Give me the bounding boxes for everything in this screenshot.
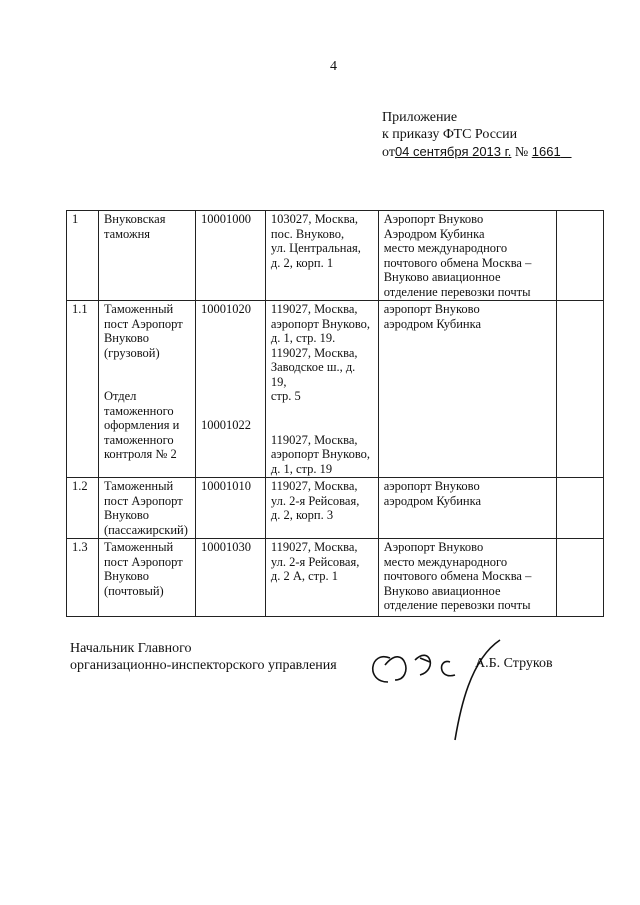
order-date: 04 сентября 2013 г.: [394, 144, 512, 159]
cell-address: 119027, Москва, аэропорт Внуково, д. 1, стр. 19. 119027, Москва, Заводское ш., д. 19, стр. 5 119027, Москва, аэропорт Внуково, д. 1, стр. 19: [265, 301, 378, 478]
signer-title-2: организационно-инспекторского управления: [70, 658, 337, 673]
appendix-header: [382, 109, 572, 161]
date-prefix: от: [382, 145, 395, 160]
appendix-title: Приложение: [382, 110, 458, 125]
cell-extra: [557, 211, 604, 301]
cell-address: 119027, Москва, ул. 2-я Рейсовая, д. 2, корп. 3: [265, 478, 378, 539]
cell-name: Таможенный пост Аэропорт Внуково (почтовый): [98, 539, 195, 617]
signer-name: А.Б. Струков: [475, 656, 553, 671]
signature-block: [70, 640, 337, 674]
cell-num: 1.3: [67, 539, 99, 617]
cell-num: 1.1: [67, 301, 99, 478]
order-number: 1661: [531, 144, 561, 159]
cell-extra: [557, 301, 604, 478]
cell-zone: Аэропорт Внуково место международного почтового обмена Москва – Внуково авиационное отделение перевозки почты: [378, 539, 557, 617]
table-row: [67, 478, 604, 539]
handwritten-signature: [360, 620, 510, 770]
cell-num: 1: [67, 211, 99, 301]
appendix-order: к приказу ФТС России: [382, 127, 518, 142]
cell-extra: [557, 539, 604, 617]
cell-address: 119027, Москва, ул. 2-я Рейсовая, д. 2 А, стр. 1: [265, 539, 378, 617]
cell-zone: аэропорт Внуково аэродром Кубинка: [378, 478, 557, 539]
cell-name: Внуковская таможня: [98, 211, 195, 301]
cell-code: 10001020 10001022: [195, 301, 265, 478]
cell-code: 10001030: [195, 539, 265, 617]
table-row: [67, 211, 604, 301]
signer-title-1: Начальник Главного: [70, 641, 192, 656]
cell-zone: аэропорт Внуково аэродром Кубинка: [378, 301, 557, 478]
cell-address: 103027, Москва, пос. Внуково, ул. Центральная, д. 2, корп. 1: [265, 211, 378, 301]
cell-num: 1.2: [67, 478, 99, 539]
table-row: [67, 539, 604, 617]
cell-code: 10001000: [195, 211, 265, 301]
table-row: [67, 301, 604, 478]
cell-name: Таможенный пост Аэропорт Внуково (пассажирский): [98, 478, 195, 539]
number-sign: №: [514, 145, 529, 160]
cell-name: Таможенный пост Аэропорт Внуково (грузовой) Отдел таможенного оформления и таможенного контроля № 2: [98, 301, 195, 478]
cell-extra: [557, 478, 604, 539]
cell-code: 10001010: [195, 478, 265, 539]
customs-table: [66, 210, 604, 617]
page-number: 4: [330, 59, 337, 74]
appendix-date-line: [382, 143, 572, 161]
cell-zone: Аэропорт Внуково Аэродром Кубинка место международного почтового обмена Москва – Внуково авиационное отделение перевозки почты: [378, 211, 557, 301]
